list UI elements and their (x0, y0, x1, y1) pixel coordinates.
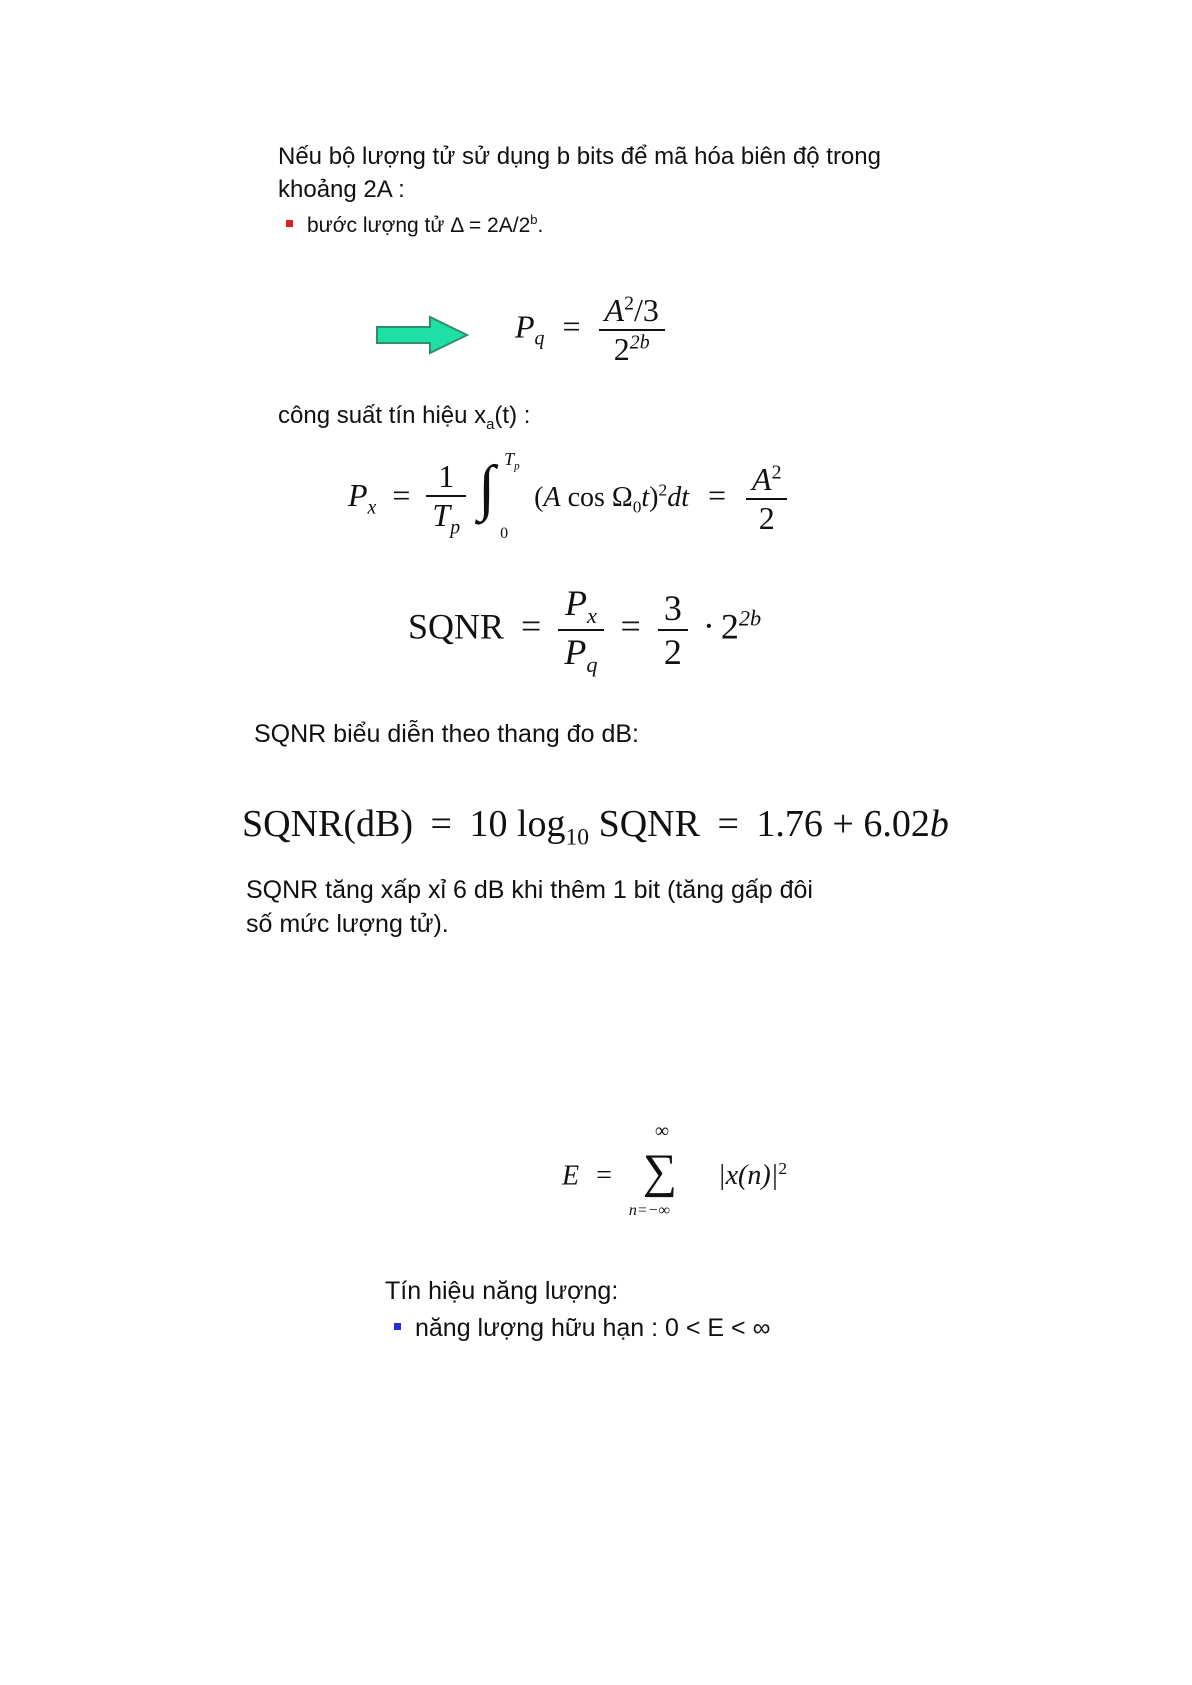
summation (628, 1120, 703, 1219)
sqnr-equals-1: = (521, 606, 542, 647)
integral-lower: 0 (500, 524, 509, 542)
px-lhs: P (348, 477, 368, 514)
bullet-step-end: . (537, 214, 544, 237)
signal-power-sub: a (486, 416, 495, 433)
db-label: SQNR biểu diễn theo thang đo dB: (254, 720, 639, 748)
sqnr-ratio: $\frac{P_x}{P_q}$ (558, 582, 603, 678)
pq-num-tail: /3 (633, 292, 659, 328)
bullet-step-size (286, 212, 543, 238)
sqnr-pow-sup: 2b (738, 605, 762, 631)
px-equals-2: = (707, 477, 727, 514)
sqnr-constant: $\frac{3}{2}$ (658, 587, 688, 673)
db-sqnr: SQNR (589, 803, 700, 845)
equation-db (242, 802, 949, 852)
integral-upper: $T_p$ (504, 448, 520, 473)
db-rhs-var: b (929, 803, 949, 845)
right-arrow-icon (375, 315, 471, 355)
db-equals-1: = (430, 803, 452, 845)
db-log-sub: 10 (565, 824, 590, 851)
intro-line-1: Nếu bộ lượng tử sử dụng b bits để mã hóa biên độ trong (278, 143, 881, 170)
bullet-step-text: bước lượng tử Δ = 2A/2 (307, 214, 531, 237)
db-equals-2: = (717, 803, 739, 845)
sqnr-equals-2: = (620, 606, 641, 647)
energy-equals: = (596, 1160, 612, 1192)
px-frac-den: T (432, 497, 451, 533)
energy-body: |x(n)| (717, 1160, 779, 1192)
pq-num-base: A (604, 292, 625, 328)
conclusion-line-2: số mức lượng tử). (246, 910, 449, 938)
px-fraction (426, 458, 466, 539)
px-equals-1: = (392, 477, 411, 514)
energy-bullet-text: năng lượng hữu hạn : 0 < E < ∞ (415, 1314, 771, 1342)
integral-sign-icon: ∫ (478, 453, 496, 522)
energy-signal-heading: Tín hiệu năng lượng: (385, 1277, 619, 1305)
energy-lhs: E (562, 1160, 580, 1192)
sum-upper: ∞ (654, 1120, 670, 1142)
signal-power-label (278, 402, 530, 433)
equation-pq (515, 292, 665, 368)
red-bullet-icon (286, 220, 293, 227)
equation-energy (562, 1120, 788, 1219)
pq-lhs-sub: q (534, 327, 545, 350)
integral (474, 448, 526, 542)
energy-body-sup: 2 (778, 1159, 788, 1179)
pq-equals: = (562, 308, 581, 345)
blue-bullet-icon (394, 1323, 401, 1330)
sum-sign-icon: ∑ (642, 1145, 678, 1198)
pq-fraction (599, 292, 665, 368)
pq-num-sup: 2 (624, 292, 634, 315)
db-lhs: SQNR(dB) (242, 803, 414, 845)
signal-power-text: công suất tín hiệu x (278, 402, 487, 429)
px-frac-den-sub: p (450, 516, 461, 539)
db-log: 10 log (469, 803, 566, 845)
pq-den-base: 2 (613, 331, 630, 367)
sum-lower: n=−∞ (628, 1202, 670, 1219)
px-result-fraction: $\frac{A^2}{2}$ (746, 461, 787, 537)
sqnr-dot: · (702, 606, 715, 647)
sqnr-lhs: SQNR (408, 606, 505, 647)
energy-signal-bullet (394, 1314, 770, 1343)
px-integrand: (A $\cos \Omega_0t)^2dt$ (534, 480, 689, 517)
intro-line-2: khoảng 2A : (278, 176, 405, 203)
bullet-step-exp: b (530, 212, 538, 227)
signal-power-end: (t) : (494, 402, 531, 429)
equation-px (348, 448, 787, 542)
sqnr-pow-base: 2 (720, 606, 739, 647)
pq-lhs: P (515, 308, 535, 345)
equation-sqnr (408, 582, 761, 678)
conclusion-line-1: SQNR tăng xấp xỉ 6 dB khi thêm 1 bit (tăng gấp đôi (246, 876, 813, 904)
db-rhs: 1.76 + 6.02 (756, 803, 930, 845)
px-lhs-sub: x (367, 496, 377, 519)
pq-den-sup: 2b (629, 331, 650, 354)
px-frac-num: 1 (438, 458, 455, 494)
